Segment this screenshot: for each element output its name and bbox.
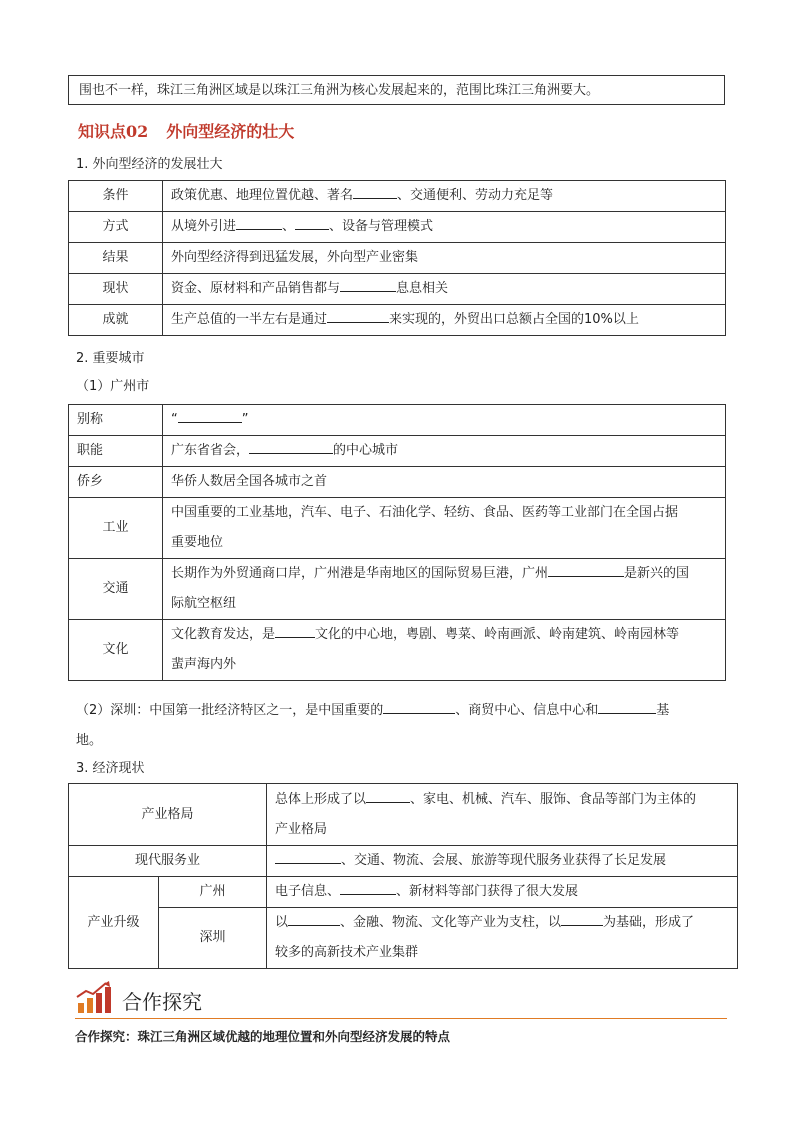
row-content: 、交通、物流、会展、旅游等现代服务业获得了长足发展: [267, 846, 738, 877]
row-label: 侨乡: [69, 467, 163, 498]
fill-blank[interactable]: [295, 215, 329, 230]
fill-blank[interactable]: [353, 184, 397, 199]
row-content: 文化教育发达，是 文化的中心地，粤剧、粤菜、岭南画派、岭南建筑、岭南园林等 蜚声海内外: [163, 620, 726, 681]
fill-blank[interactable]: [236, 215, 282, 230]
city-label-shenzhen: 深圳: [159, 908, 267, 969]
row-content: 政策优惠、地理位置优越、著名 、交通便利、劳动力充足等: [163, 181, 726, 212]
row-label: 别称: [69, 405, 163, 436]
row-content: 总体上形成了以 、家电、机械、汽车、服饰、食品等部门为主体的 产业格局: [267, 784, 738, 846]
row-content: 从境外引进 、 、设备与管理模式: [163, 212, 726, 243]
row-content: 外向型经济得到迅猛发展，外向型产业密集: [163, 243, 726, 274]
continued-text: 围也不一样，珠江三角洲区域是以珠江三角洲为核心发展起来的，范围比珠江三角洲要大。: [79, 83, 600, 98]
fill-blank[interactable]: [340, 277, 396, 292]
knowledge-point-name: 外向型经济的壮大: [166, 122, 295, 141]
table-row: [69, 405, 726, 436]
row-content: 以 、金融、物流、文化等产业为支柱，以 为基础，形成了 较多的高新技术产业集群: [267, 908, 738, 969]
economy-table: [68, 783, 738, 969]
row-content: 电子信息、 、新材料等部门获得了很大发展: [267, 877, 738, 908]
section-2-heading: 2. 重要城市: [76, 351, 145, 366]
fill-blank[interactable]: [561, 911, 603, 926]
row-content: 长期作为外贸通商口岸，广州港是华南地区的国际贸易巨港，广州 是新兴的国 际航空枢纽: [163, 559, 726, 620]
table-row: [69, 212, 726, 243]
row-label: 条件: [69, 181, 163, 212]
table-row: [69, 436, 726, 467]
row-content: 中国重要的工业基地，汽车、电子、石油化学、轻纺、食品、医药等工业部门在全国占据 重要地位: [163, 498, 726, 559]
fill-blank[interactable]: [275, 623, 315, 638]
development-table: [68, 180, 726, 336]
fill-blank[interactable]: [598, 699, 656, 714]
fill-blank[interactable]: [383, 699, 455, 714]
table-row: [69, 877, 738, 908]
row-label: 方式: [69, 212, 163, 243]
table-row: [69, 274, 726, 305]
row-label: 现代服务业: [69, 846, 267, 877]
row-label: 职能: [69, 436, 163, 467]
table-row: [69, 908, 738, 969]
row-content: “ ”: [163, 405, 726, 436]
table-row: [69, 243, 726, 274]
row-label: 现状: [69, 274, 163, 305]
knowledge-point-title: [78, 119, 294, 142]
guangzhou-table: [68, 404, 726, 681]
fill-blank[interactable]: [327, 308, 389, 323]
fill-blank[interactable]: [366, 788, 410, 803]
table-row: [69, 498, 726, 559]
fill-blank[interactable]: [178, 408, 242, 423]
row-label: 产业升级: [69, 877, 159, 969]
row-label: 文化: [69, 620, 163, 681]
table-row: [69, 305, 726, 336]
fill-blank[interactable]: [249, 439, 333, 454]
coop-question: 合作探究：珠江三角洲区域优越的地理位置和外向型经济发展的特点: [75, 1029, 451, 1044]
guangzhou-subheading: （1）广州市: [76, 379, 150, 394]
city-label-guangzhou: 广州: [159, 877, 267, 908]
bar-chart-icon: [76, 981, 112, 1015]
knowledge-point-number: 知识点02: [78, 122, 149, 141]
section-3-heading: 3. 经济现状: [76, 761, 145, 776]
table-row: [69, 784, 738, 846]
shenzhen-paragraph: （2）深圳：中国第一批经济特区之一，是中国重要的 、商贸中心、信息中心和 基 地。: [76, 696, 726, 756]
row-label: 结果: [69, 243, 163, 274]
table-row: [69, 181, 726, 212]
row-label: 成就: [69, 305, 163, 336]
fill-blank[interactable]: [340, 880, 396, 895]
fill-blank[interactable]: [548, 562, 624, 577]
fill-blank[interactable]: [275, 849, 341, 864]
row-content: 广东省省会， 的中心城市: [163, 436, 726, 467]
row-label: 交通: [69, 559, 163, 620]
table-row: [69, 846, 738, 877]
table-row: [69, 467, 726, 498]
row-content: 资金、原材料和产品销售都与 息息相关: [163, 274, 726, 305]
row-label: 产业格局: [69, 784, 267, 846]
table-row: [69, 620, 726, 681]
row-label: 工业: [69, 498, 163, 559]
continued-text-box: [68, 75, 725, 105]
table-row: [69, 559, 726, 620]
coop-title: 合作探究: [122, 990, 202, 1014]
fill-blank[interactable]: [288, 911, 340, 926]
section-1-heading: 1. 外向型经济的发展壮大: [76, 157, 223, 172]
row-content: 华侨人数居全国各城市之首: [163, 467, 726, 498]
row-content: 生产总值的一半左右是通过 来实现的，外贸出口总额占全国的10%以上: [163, 305, 726, 336]
